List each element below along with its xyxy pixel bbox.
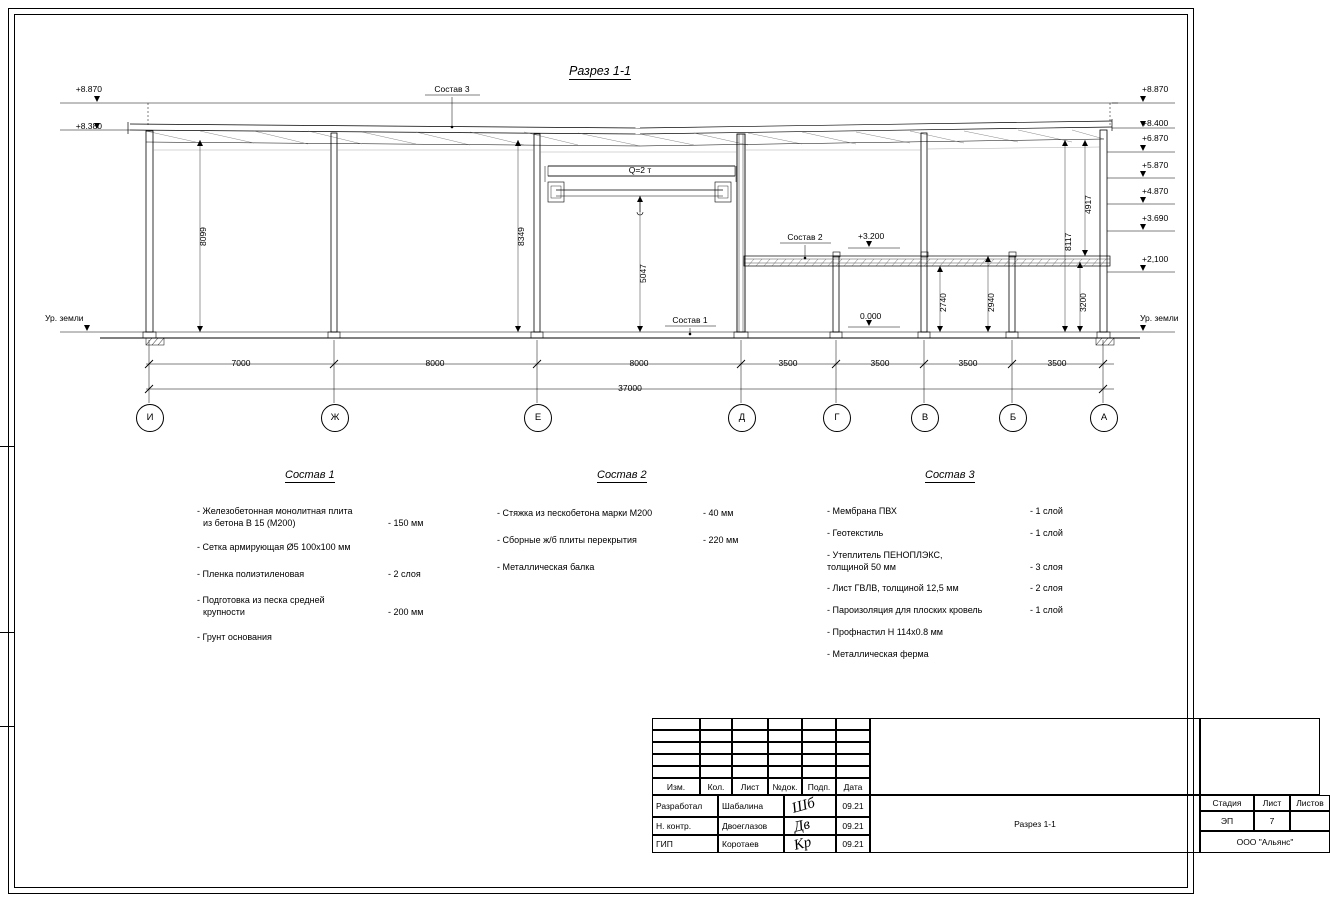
ground-label-right: Ур. земли xyxy=(1140,313,1179,323)
axis-bubble-i: И xyxy=(136,404,164,432)
total-dim: 37000 xyxy=(618,383,642,393)
span-dim-0: 7000 xyxy=(231,358,251,368)
legend-3-row-4: - Пароизоляция для плоских кровель xyxy=(827,605,983,615)
stamp-name-1: Двоеглазов xyxy=(718,817,784,835)
stamp-blank xyxy=(802,742,836,754)
legend-1-val-2: - 2 слоя xyxy=(388,569,421,579)
legend-2-row-1: - Сборные ж/б плиты перекрытия xyxy=(497,535,637,545)
axis-bubble-d: Д xyxy=(728,404,756,432)
span-dim-6: 3500 xyxy=(1047,358,1067,368)
stamp-blank xyxy=(700,754,732,766)
span-dim-5: 3500 xyxy=(958,358,978,368)
legend-3-row-6: - Металлическая ферма xyxy=(827,649,929,659)
stamp-blank xyxy=(652,730,700,742)
ground-label-left: Ур. земли xyxy=(45,313,84,323)
stamp-header-list: Лист xyxy=(732,778,768,795)
legend-3-row-1: - Геотекстиль xyxy=(827,528,884,538)
legend-3-row-2: - Утеплитель ПЕНОПЛЭКС, xyxy=(827,550,943,560)
span-dim-2: 8000 xyxy=(629,358,649,368)
stamp-header-ndok: №док. xyxy=(768,778,802,795)
stamp-list-label: Лист xyxy=(1254,795,1290,811)
level-label-right-1: +8.400 xyxy=(1142,118,1169,128)
stamp-blank xyxy=(732,754,768,766)
stamp-company: ООО "Альянс" xyxy=(1200,831,1330,853)
stamp-stage-label: Стадия xyxy=(1200,795,1254,811)
stamp-upper-right-blank xyxy=(870,718,1200,795)
stamp-header-kol: Кол. xyxy=(700,778,732,795)
stamp-blank xyxy=(802,718,836,730)
legend-3-row-3: - Лист ГВЛВ, толщиной 12,5 мм xyxy=(827,583,959,593)
level-label-left-1: +8.380 xyxy=(75,121,102,131)
level-label-right-3: +5.870 xyxy=(1142,160,1169,170)
legend-2-val-0: - 40 мм xyxy=(703,508,734,518)
level-label-right-0: +8.870 xyxy=(1142,84,1169,94)
callout-sostav-1: Состав 1 xyxy=(672,315,708,325)
stamp-name-2: Коротаев xyxy=(718,835,784,853)
legend-1-row-0-line2: из бетона В 15 (М200) xyxy=(203,518,296,528)
legend-1-val-3: - 200 мм xyxy=(388,607,424,617)
legend-3-row-5: - Профнастил Н 114х0.8 мм xyxy=(827,627,943,637)
stamp-blank xyxy=(732,730,768,742)
stamp-blank xyxy=(652,766,700,778)
stamp-blank xyxy=(768,718,802,730)
stamp-blank xyxy=(700,742,732,754)
vdim-4917: 4917 xyxy=(1083,195,1093,214)
level-label-right-2: +6.870 xyxy=(1142,133,1169,143)
legend-3-val-3: - 2 слоя xyxy=(1030,583,1063,593)
level-label-left-0: +8.870 xyxy=(75,84,102,94)
axis-bubble-e: Е xyxy=(524,404,552,432)
span-dim-4: 3500 xyxy=(870,358,890,368)
vdim-8349: 8349 xyxy=(516,227,526,246)
legend-1-row-2: - Пленка полиэтиленовая xyxy=(197,569,305,579)
stamp-date-1: 09.21 xyxy=(836,817,870,835)
stamp-blank xyxy=(732,742,768,754)
legend-1-heading: Состав 1 xyxy=(285,469,335,481)
legend-3-heading: Состав 3 xyxy=(925,469,975,481)
stamp-role-1: Н. контр. xyxy=(652,817,718,835)
stamp-role-2: ГИП xyxy=(652,835,718,853)
stamp-blank xyxy=(700,718,732,730)
signature-1: Дв xyxy=(792,816,812,836)
stamp-date-2: 09.21 xyxy=(836,835,870,853)
axis-bubble-a: А xyxy=(1090,404,1118,432)
stamp-blank xyxy=(768,766,802,778)
legend-2-val-1: - 220 мм xyxy=(703,535,739,545)
stamp-blank xyxy=(836,730,870,742)
legend-2-row-0: - Стяжка из пескобетона марки М200 xyxy=(497,508,653,518)
legend-3-val-4: - 1 слой xyxy=(1030,605,1063,615)
stamp-blank xyxy=(768,730,802,742)
span-dim-3: 3500 xyxy=(778,358,798,368)
callout-sostav-3: Состав 3 xyxy=(434,84,470,94)
stamp-blank xyxy=(700,766,732,778)
stamp-blank xyxy=(802,730,836,742)
stamp-header-podp: Подп. xyxy=(802,778,836,795)
stamp-far-right-blank xyxy=(1200,718,1320,795)
stamp-blank xyxy=(652,718,700,730)
level-label-right-5: +3.690 xyxy=(1142,213,1169,223)
legend-1-val-0: - 150 мм xyxy=(388,518,424,528)
drawing-title-text: Разрез 1-1 xyxy=(569,64,631,78)
span-dim-1: 8000 xyxy=(425,358,445,368)
axis-bubble-b: Б xyxy=(999,404,1027,432)
legend-1-row-3: - Подготовка из песка средней xyxy=(197,595,325,605)
vdim-5047: 5047 xyxy=(638,264,648,283)
stamp-header-izm: Изм. xyxy=(652,778,700,795)
level-label-right-6: +2,100 xyxy=(1142,254,1169,264)
signature-0: Шб xyxy=(790,795,817,817)
legend-2-heading: Состав 2 xyxy=(597,469,647,481)
vdim-8099: 8099 xyxy=(198,227,208,246)
stamp-blank xyxy=(732,718,768,730)
axis-bubble-g: Г xyxy=(823,404,851,432)
stamp-blank xyxy=(652,754,700,766)
legend-3-val-2: - 3 слоя xyxy=(1030,562,1063,572)
stamp-blank xyxy=(700,730,732,742)
legend-3-row-2-line2: толщиной 50 мм xyxy=(827,562,896,572)
crane-capacity-label: Q=2 т xyxy=(628,165,652,175)
legend-1-row-0: - Железобетонная монолитная плита xyxy=(197,506,353,516)
vdim-3200: 3200 xyxy=(1078,293,1088,312)
legend-1-row-4: - Грунт основания xyxy=(197,632,272,642)
stamp-blank xyxy=(836,754,870,766)
stamp-blank xyxy=(768,742,802,754)
legend-1-row-3-line2: крупности xyxy=(203,607,245,617)
axis-bubble-zh: Ж xyxy=(321,404,349,432)
stamp-name-0: Шабалина xyxy=(718,795,784,817)
stamp-list-value: 7 xyxy=(1254,811,1290,831)
legend-3-row-0: - Мембрана ПВХ xyxy=(827,506,897,516)
stamp-blank xyxy=(836,742,870,754)
level-label-right-4: +4.870 xyxy=(1142,186,1169,196)
stamp-date-0: 09.21 xyxy=(836,795,870,817)
stamp-blank xyxy=(836,718,870,730)
stamp-sheet-title: Разрез 1-1 xyxy=(870,795,1200,853)
stamp-lists-value xyxy=(1290,811,1330,831)
callout-sostav-2: Состав 2 xyxy=(787,232,823,242)
signature-2: Кр xyxy=(792,834,814,854)
stamp-blank xyxy=(652,742,700,754)
stamp-blank xyxy=(802,766,836,778)
stamp-blank xyxy=(732,766,768,778)
stamp-blank xyxy=(836,766,870,778)
legend-3-val-0: - 1 слой xyxy=(1030,506,1063,516)
legend-3-val-1: - 1 слой xyxy=(1030,528,1063,538)
legend-2-row-2: - Металлическая балка xyxy=(497,562,595,572)
stamp-role-0: Разработал xyxy=(652,795,718,817)
stamp-blank xyxy=(802,754,836,766)
vdim-2940: 2940 xyxy=(986,293,996,312)
stamp-blank xyxy=(768,754,802,766)
axis-bubble-v: В xyxy=(911,404,939,432)
level-label-inside-0: +3.200 xyxy=(858,231,885,241)
vdim-8117: 8117 xyxy=(1063,232,1073,251)
legend-1-row-1: - Сетка армирующая Ø5 100х100 мм xyxy=(197,542,351,552)
stamp-header-data: Дата xyxy=(836,778,870,795)
stamp-lists-label: Листов xyxy=(1290,795,1330,811)
stamp-stage-value: ЭП xyxy=(1200,811,1254,831)
vdim-2740: 2740 xyxy=(938,293,948,312)
level-label-inside-1: 0.000 xyxy=(860,311,882,321)
